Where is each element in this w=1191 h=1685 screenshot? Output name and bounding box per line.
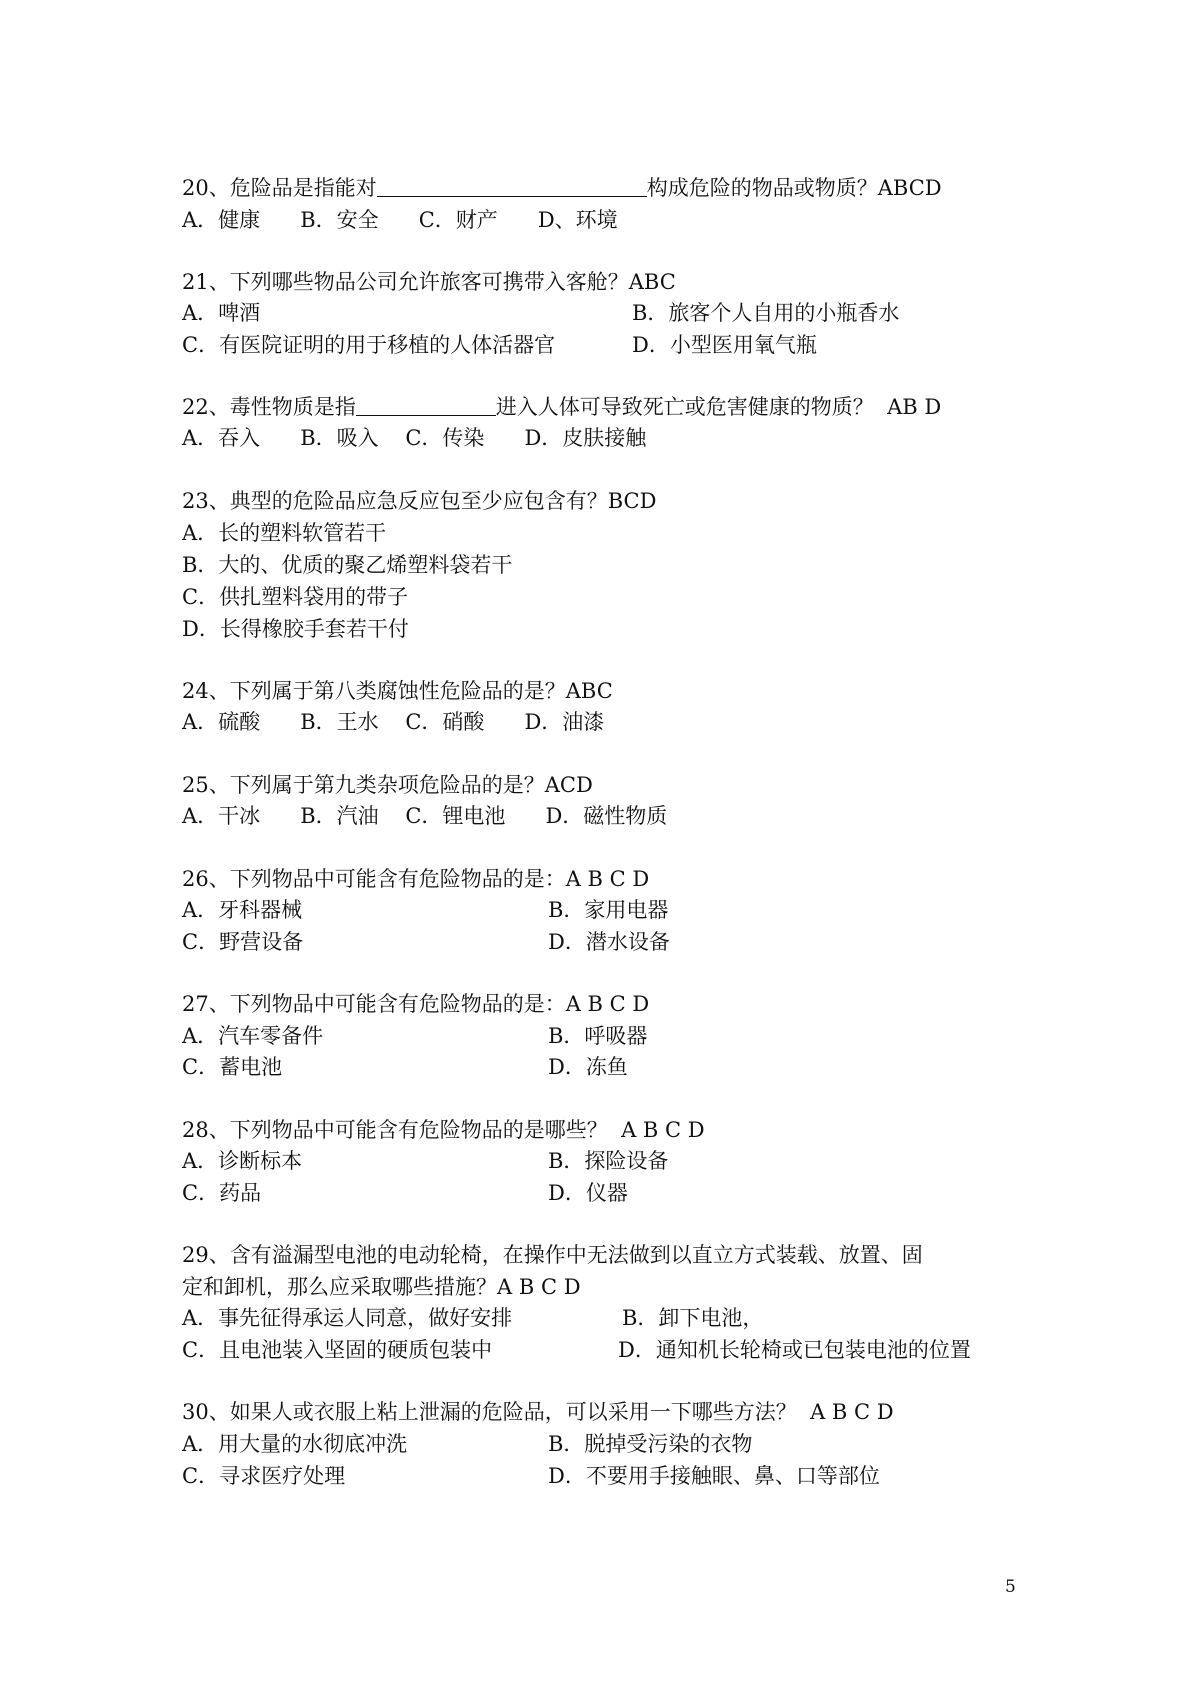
question-29-stem-line-1: 29、含有溢漏型电池的电动轮椅，在操作中无法做到以直立方式装载、放置、固 bbox=[182, 1243, 923, 1267]
page-number: 5 bbox=[1005, 1577, 1016, 1597]
question-26-option-d: D．潜水设备 bbox=[548, 930, 670, 954]
question-28-option-d: D．仪器 bbox=[548, 1181, 628, 1205]
question-26-stem: 26、下列物品中可能含有危险物品的是：A B C D bbox=[182, 867, 650, 891]
question-27-option-b: B．呼吸器 bbox=[548, 1024, 648, 1048]
question-30-option-a: A．用大量的水彻底冲洗 bbox=[182, 1432, 408, 1456]
question-30-option-d: D．不要用手接触眼、鼻、口等部位 bbox=[548, 1464, 880, 1488]
question-26-option-b: B．家用电器 bbox=[548, 898, 669, 922]
question-25-stem: 25、下列属于第九类杂项危险品的是？ACD bbox=[182, 773, 593, 797]
question-21-option-d: D．小型医用氧气瓶 bbox=[632, 333, 817, 357]
question-29-option-c: C．且电池装入坚固的硬质包装中 bbox=[182, 1338, 493, 1362]
question-20-stem: 20、危险品是指能对 构成危险的物品或物质？ABCD bbox=[182, 176, 942, 200]
question-23-stem: 23、典型的危险品应急反应包至少应包含有？BCD bbox=[182, 489, 657, 513]
question-25-options: A．干冰 B．汽油 C．锂电池 D．磁性物质 bbox=[182, 804, 668, 828]
question-30-stem: 30、如果人或衣服上粘上泄漏的危险品，可以采用一下哪些方法？ A B C D bbox=[182, 1400, 894, 1424]
question-27-option-c: C．蓄电池 bbox=[182, 1055, 283, 1079]
question-30-option-c: C．寻求医疗处理 bbox=[182, 1464, 346, 1488]
question-20-options: A．健康 B．安全 C．财产 D、环境 bbox=[182, 208, 618, 232]
question-28-option-c: C．药品 bbox=[182, 1181, 262, 1205]
question-27-stem: 27、下列物品中可能含有危险物品的是：A B C D bbox=[182, 992, 650, 1016]
question-28-option-b: B．探险设备 bbox=[548, 1149, 669, 1173]
question-27-option-a: A．汽车零备件 bbox=[182, 1024, 324, 1048]
question-24-options: A．硫酸 B．王水 C．硝酸 D．油漆 bbox=[182, 710, 605, 734]
answer-blank bbox=[356, 395, 496, 416]
question-27-option-d: D．冻鱼 bbox=[548, 1055, 628, 1079]
question-30-option-b: B．脱掉受污染的衣物 bbox=[548, 1432, 753, 1456]
question-21-stem: 21、下列哪些物品公司允许旅客可携带入客舱？ABC bbox=[182, 270, 676, 294]
question-22-stem: 22、毒性物质是指 进入人体可导致死亡或危害健康的物质？ AB D bbox=[182, 395, 942, 419]
question-26-option-c: C．野营设备 bbox=[182, 930, 304, 954]
question-29-option-d: D．通知机长轮椅或已包装电池的位置 bbox=[618, 1338, 971, 1362]
question-21-option-c: C．有医院证明的用于移植的人体活器官 bbox=[182, 333, 556, 357]
question-22-options: A．吞入 B．吸入 C．传染 D．皮肤接触 bbox=[182, 426, 647, 450]
question-23-option-c: C．供扎塑料袋用的带子 bbox=[182, 585, 409, 609]
question-21-option-b: B．旅客个人自用的小瓶香水 bbox=[632, 301, 900, 325]
question-23-option-d: D．长得橡胶手套若干付 bbox=[182, 617, 409, 641]
answer-blank bbox=[377, 176, 647, 197]
question-24-stem: 24、下列属于第八类腐蚀性危险品的是？ABC bbox=[182, 679, 613, 703]
question-28-option-a: A．诊断标本 bbox=[182, 1149, 303, 1173]
question-26-option-a: A．牙科器械 bbox=[182, 898, 303, 922]
question-29-option-b: B．卸下电池， bbox=[622, 1306, 764, 1330]
question-28-stem: 28、下列物品中可能含有危险物品的是哪些？ A B C D bbox=[182, 1118, 705, 1142]
question-23-option-b: B．大的、优质的聚乙烯塑料袋若干 bbox=[182, 553, 513, 577]
question-21-option-a: A．啤酒 bbox=[182, 301, 261, 325]
question-29-option-a: A．事先征得承运人同意，做好安排 bbox=[182, 1306, 513, 1330]
question-29-stem-line-2: 定和卸机，那么应采取哪些措施？A B C D bbox=[182, 1275, 581, 1299]
question-23-option-a: A．长的塑料软管若干 bbox=[182, 521, 387, 545]
